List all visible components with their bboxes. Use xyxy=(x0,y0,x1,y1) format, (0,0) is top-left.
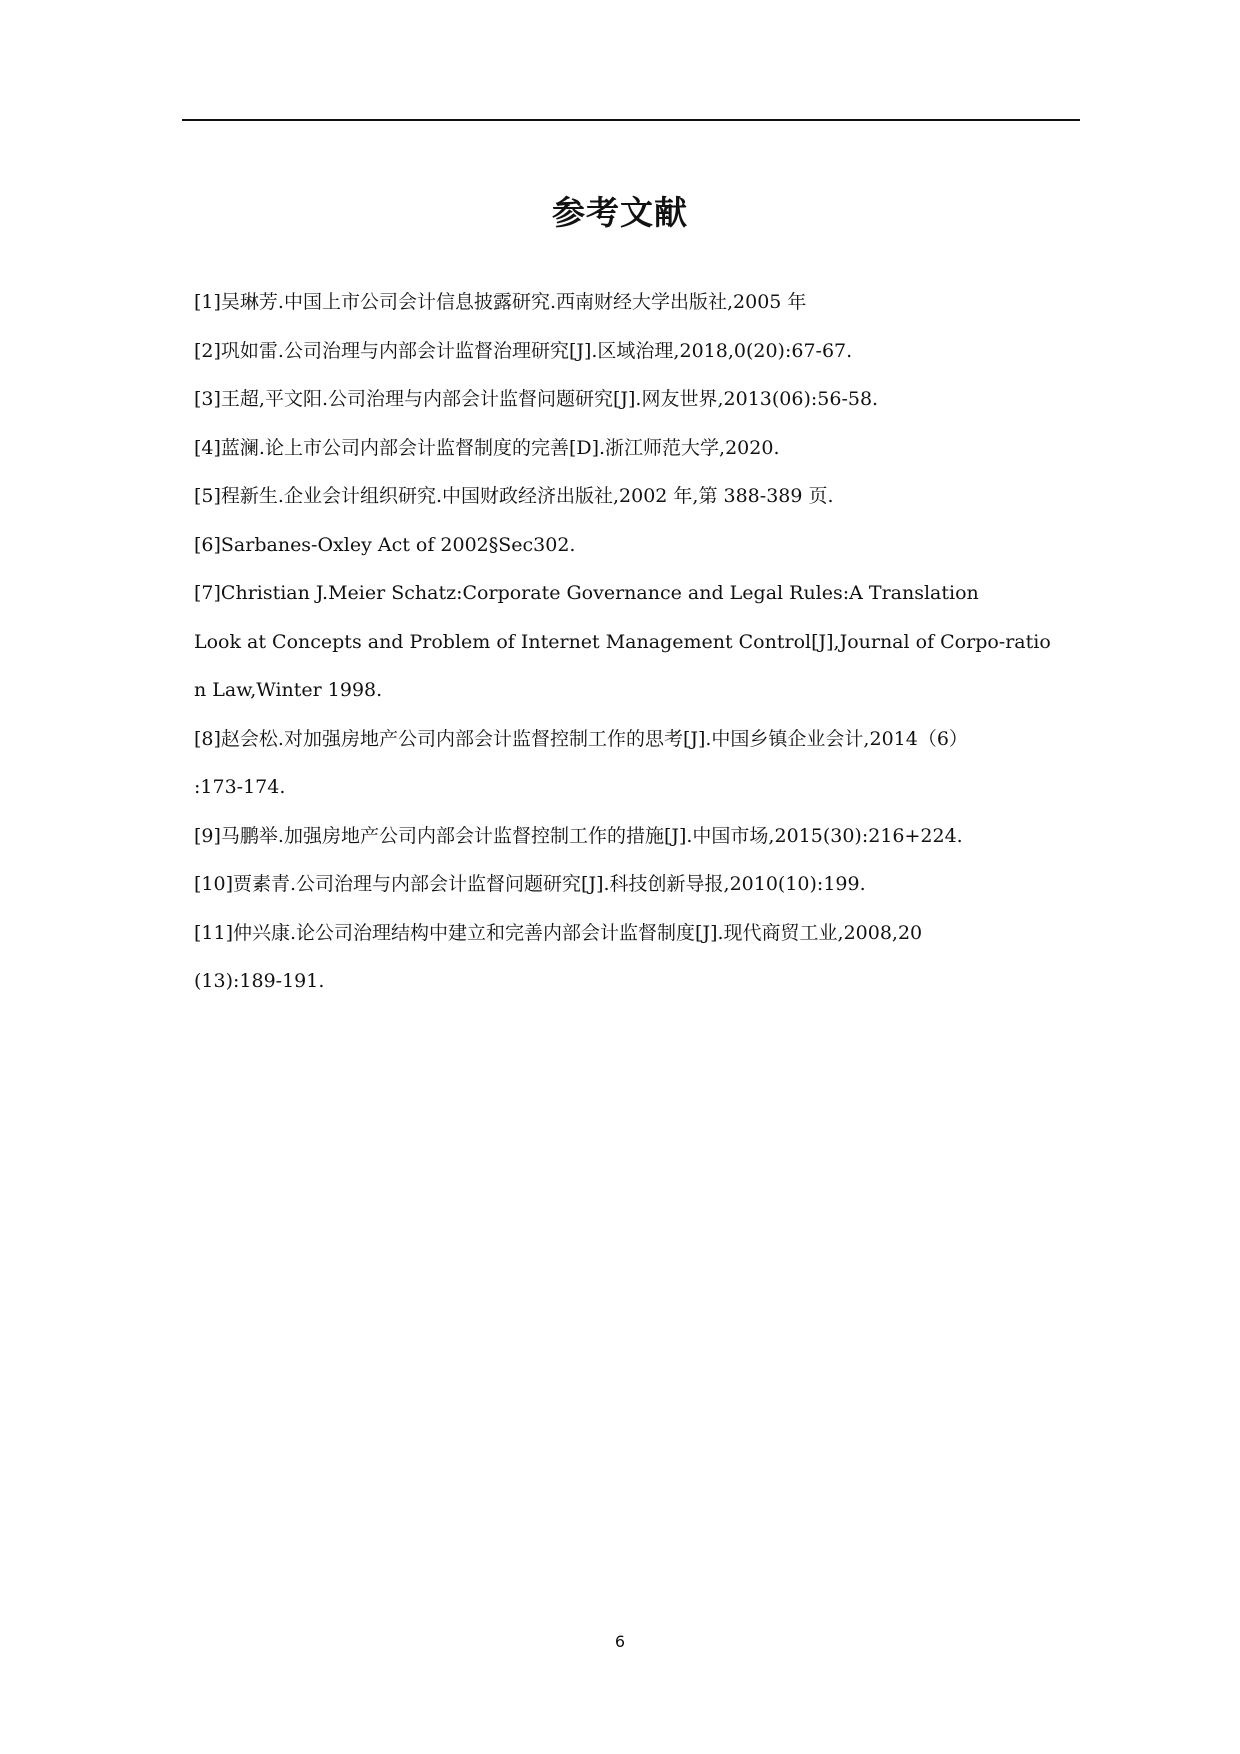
page-number: 6 xyxy=(614,1632,626,1651)
reference-line: [2]巩如雷.公司治理与内部会计监督治理研究[J].区域治理,2018,0(20):67-67. xyxy=(194,339,853,362)
reference-line: [6]Sarbanes-Oxley Act of 2002§Sec302. xyxy=(194,533,576,556)
header-rule xyxy=(182,119,1080,121)
reference-line: [7]Christian J.Meier Schatz:Corporate Governance and Legal Rules:A Translation xyxy=(194,582,979,604)
reference-line: [10]贾素青.公司治理与内部会计监督问题研究[J].科技创新导报,2010(10):199. xyxy=(194,873,866,895)
reference-line: [9]马鹏举.加强房地产公司内部会计监督控制工作的措施[J].中国市场,2015(30):216+224. xyxy=(194,824,963,847)
reference-line: [1]吴琳芳.中国上市公司会计信息披露研究.西南财经大学出版社,2005 年 xyxy=(194,291,807,313)
reference-line: Look at Concepts and Problem of Internet Management Control[J],Journal of Corpo-ratio xyxy=(194,630,1051,653)
reference-line: [8]赵会松.对加强房地产公司内部会计监督控制工作的思考[J].中国乡镇企业会计,2014（6） xyxy=(194,727,968,750)
reference-line: (13):189-191. xyxy=(194,970,325,992)
reference-line: :173-174. xyxy=(194,776,286,798)
reference-line: [5]程新生.企业会计组织研究.中国财政经济出版社,2002 年,第 388-389 页. xyxy=(194,485,834,507)
reference-line: n Law,Winter 1998. xyxy=(194,679,383,701)
reference-line: [4]蓝澜.论上市公司内部会计监督制度的完善[D].浙江师范大学,2020. xyxy=(194,436,780,459)
reference-line: [11]仲兴康.论公司治理结构中建立和完善内部会计监督制度[J].现代商贸工业,2008,20 xyxy=(194,921,923,944)
reference-list xyxy=(194,278,1074,1006)
reference-line: [3]王超,平文阳.公司治理与内部会计监督问题研究[J].网友世界,2013(06):56-58. xyxy=(194,388,879,410)
page-title: 参考文献 xyxy=(552,193,688,232)
